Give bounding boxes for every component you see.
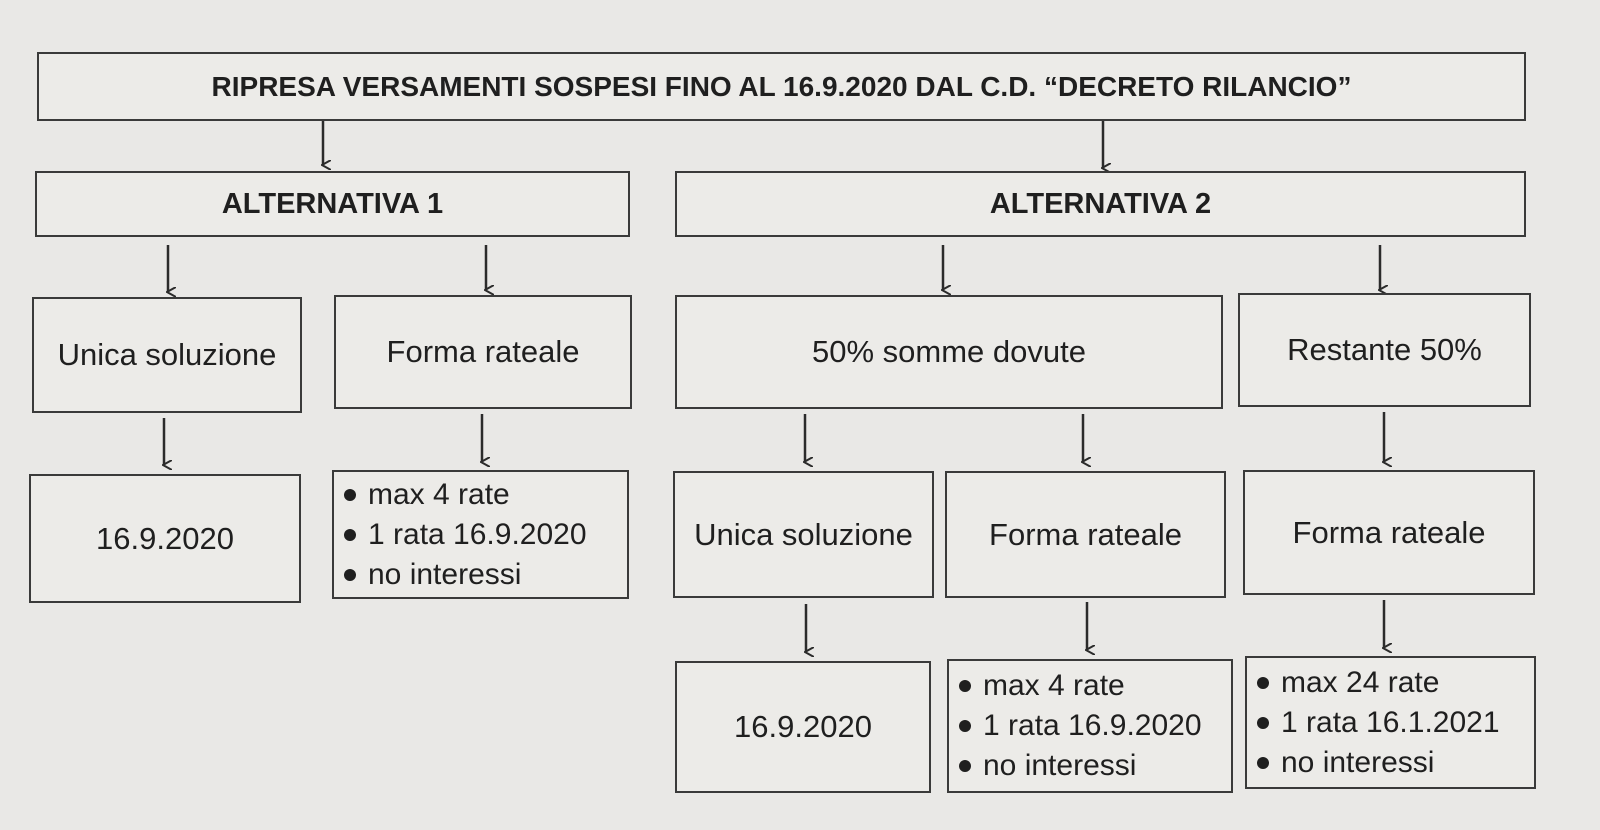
- list-item: no interessi: [959, 746, 1202, 786]
- list-item: max 4 rate: [959, 666, 1202, 706]
- list-item: 1 rata 16.1.2021: [1257, 703, 1500, 743]
- a2-restante-rateale-label: Forma rateale: [1292, 514, 1486, 550]
- a2-restante-details-list: [1257, 663, 1500, 783]
- a2-date-label: 16.9.2020: [734, 709, 872, 744]
- a2-date-box: [675, 661, 931, 793]
- bullet-icon: [959, 760, 971, 772]
- bullet-icon: [1257, 717, 1269, 729]
- a2-restante-rateale-box: [1243, 470, 1535, 595]
- a2-somme-dovute-box: [675, 295, 1223, 409]
- a1-forma-rateale-label: Forma rateale: [386, 334, 580, 369]
- list-item: 1 rata 16.9.2020: [959, 706, 1202, 746]
- list-item: 1 rata 16.9.2020: [344, 515, 587, 555]
- a2-restante-label: Restante 50%: [1287, 332, 1482, 367]
- list-item: max 24 rate: [1257, 663, 1500, 703]
- title-text: RIPRESA VERSAMENTI SOSPESI FINO AL 16.9.2020 DAL C.D. “DECRETO RILANCIO”: [211, 70, 1352, 102]
- list-item: no interessi: [1257, 743, 1500, 783]
- a1-unica-soluzione-label: Unica soluzione: [57, 337, 277, 372]
- a1-unica-soluzione-box: [32, 297, 302, 413]
- a2-somme-dovute-label: 50% somme dovute: [812, 334, 1086, 369]
- bullet-icon: [344, 569, 356, 581]
- bullet-icon: [1257, 757, 1269, 769]
- a2-restante-details-box: [1245, 656, 1536, 789]
- a1-forma-rateale-box: [334, 295, 632, 409]
- list-item: max 4 rate: [344, 475, 587, 515]
- a1-date-label: 16.9.2020: [96, 520, 234, 556]
- a2-forma-rateale-label: Forma rateale: [989, 516, 1182, 552]
- bullet-icon: [344, 489, 356, 501]
- alternativa-1-label: ALTERNATIVA 1: [221, 187, 444, 220]
- a2-unica-soluzione-label: Unica soluzione: [694, 516, 913, 552]
- a2-forma-rateale-box: [945, 471, 1226, 598]
- a2-rateale-details-box: [947, 659, 1233, 793]
- a1-date-box: [29, 474, 301, 603]
- alternativa-2-box: [675, 171, 1526, 237]
- bullet-icon: [959, 680, 971, 692]
- a2-rateale-details-list: [959, 666, 1202, 786]
- a1-rateale-details-box: [332, 470, 629, 599]
- alternativa-1-box: [35, 171, 630, 237]
- bullet-icon: [1257, 677, 1269, 689]
- list-item: no interessi: [344, 555, 587, 595]
- title-box: [37, 52, 1526, 121]
- bullet-icon: [344, 529, 356, 541]
- bullet-icon: [959, 720, 971, 732]
- a1-rateale-details-list: [344, 475, 587, 595]
- a2-unica-soluzione-box: [673, 471, 934, 598]
- alternativa-2-label: ALTERNATIVA 2: [989, 187, 1212, 220]
- a2-restante-box: [1238, 293, 1531, 407]
